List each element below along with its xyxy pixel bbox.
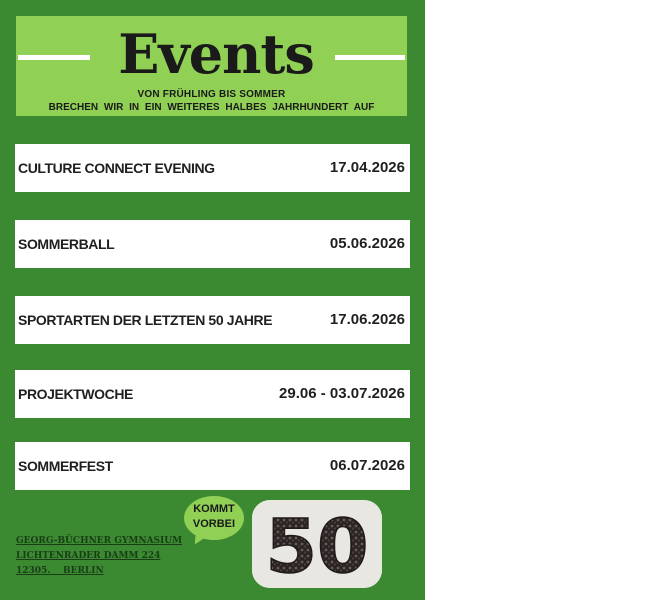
fifty-photo — [252, 500, 382, 588]
school-address — [16, 534, 182, 579]
header-line-left — [18, 55, 90, 60]
event-card — [15, 220, 410, 268]
event-date: 05.06.2026 — [329, 235, 405, 252]
event-name: SOMMERFEST — [18, 458, 113, 474]
address-line-2: LICHTENRADER DAMM 224 — [16, 551, 161, 561]
event-card — [15, 370, 410, 418]
event-card — [15, 442, 410, 490]
event-date: 17.06.2026 — [329, 311, 405, 328]
bubble-line-2: VORBEI — [192, 518, 236, 530]
event-card — [15, 144, 410, 192]
event-date: 17.04.2026 — [329, 159, 405, 176]
subtitle-line-2: BRECHEN WIR IN EIN WEITERES HALBES JAHRHUNDERT AUF — [48, 102, 375, 113]
fifty-image — [252, 500, 382, 588]
poster-header — [16, 16, 407, 116]
bubble-line-1: KOMMT — [193, 503, 235, 515]
event-name: CULTURE CONNECT EVENING — [18, 160, 215, 176]
event-card — [15, 296, 410, 344]
subtitle-line-1: VON FRÜHLING BIS SOMMER — [137, 89, 286, 100]
event-date: 06.07.2026 — [329, 457, 405, 474]
event-name: SPORTARTEN DER LETZTEN 50 JAHRE — [18, 312, 273, 328]
event-name: PROJEKTWOCHE — [18, 386, 133, 402]
speech-bubble-text — [184, 502, 244, 532]
fifty-number: 50 — [265, 504, 369, 588]
event-date: 29.06 - 03.07.2026 — [279, 385, 405, 402]
address-line-3: 12305. BERLIN — [16, 566, 104, 576]
address-line-1: GEORG-BÜCHNER GYMNASIUM — [16, 536, 183, 546]
page-title: Events — [118, 22, 314, 86]
event-name: SOMMERBALL — [18, 236, 115, 252]
